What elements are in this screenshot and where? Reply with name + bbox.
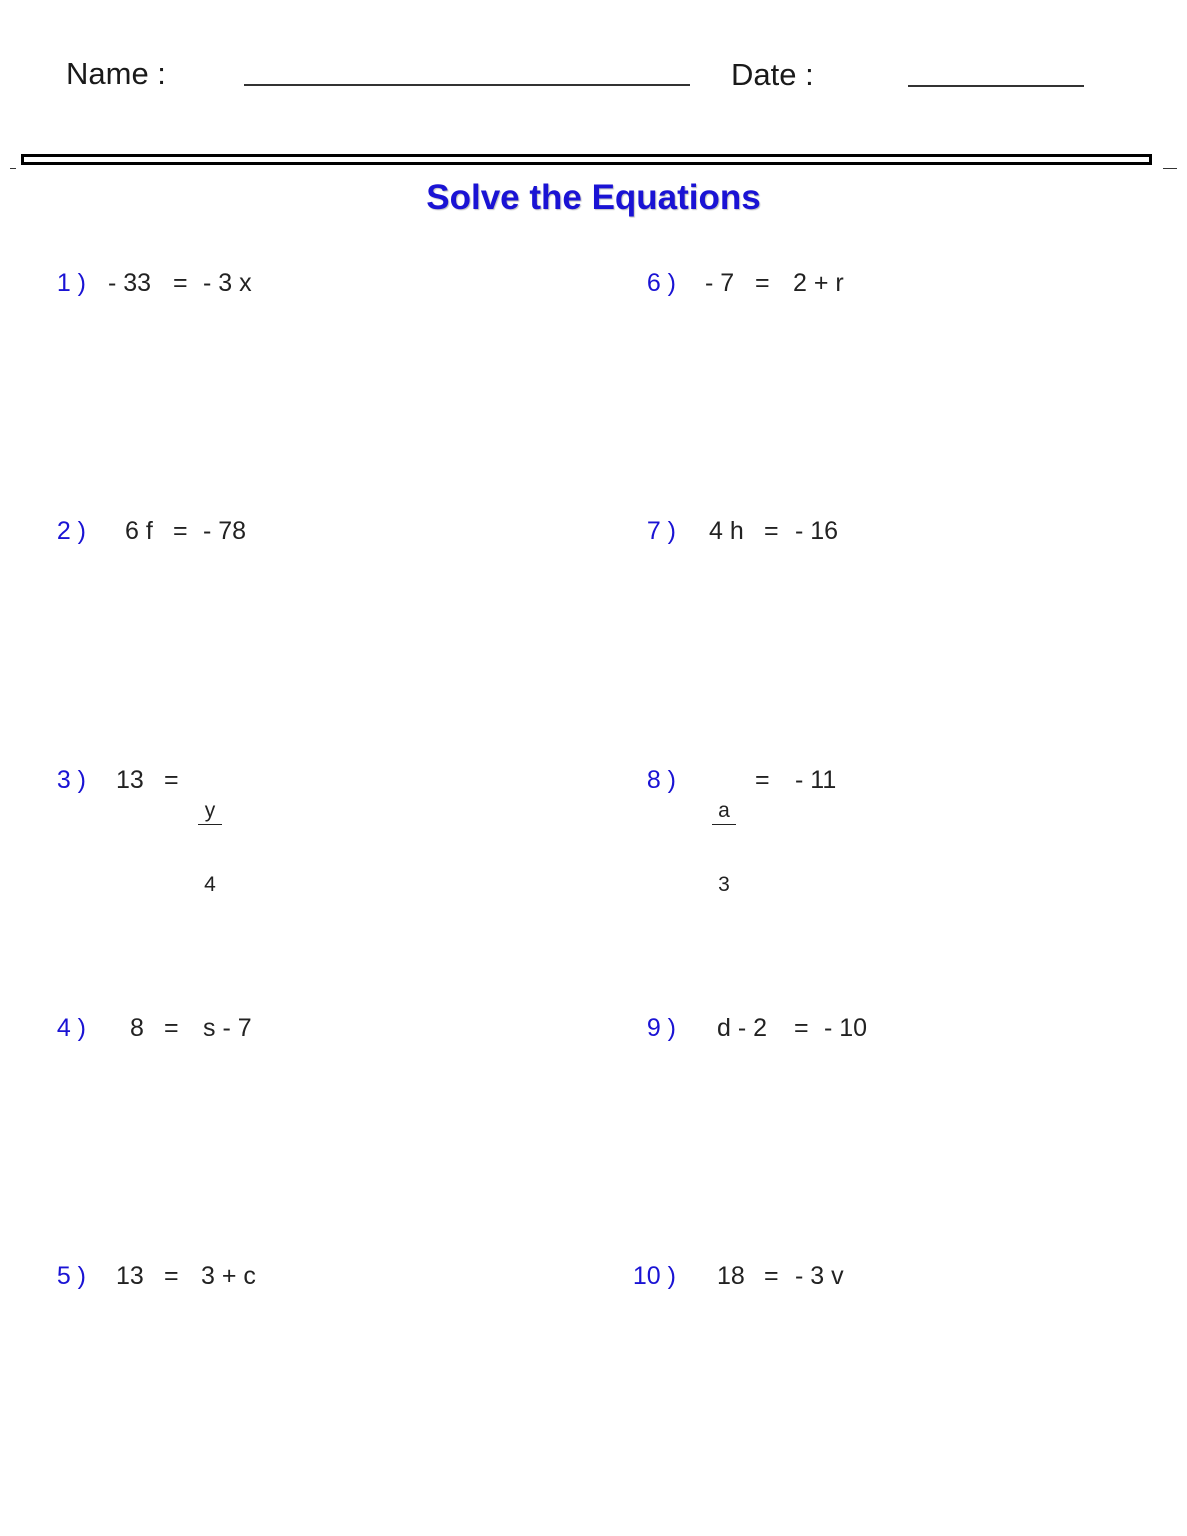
equation-rhs: - 10 (824, 1014, 868, 1042)
problem-6 (590, 268, 1180, 328)
problem-number: 3 ) (56, 766, 86, 794)
equals-sign: = (164, 1014, 179, 1042)
fraction-denominator: 3 (718, 873, 730, 896)
problem-7 (590, 516, 1180, 576)
fraction-denominator: 4 (204, 873, 216, 896)
equals-sign: = (173, 517, 188, 545)
equals-sign: = (164, 1262, 179, 1290)
equation-rhs: 3 + c (201, 1262, 256, 1290)
equals-sign: = (764, 517, 779, 545)
equation-rhs: 2 + r (793, 269, 844, 297)
equation-rhs: - 11 (795, 766, 837, 794)
problem-3 (0, 765, 590, 896)
equals-sign: = (755, 269, 770, 297)
equals-sign: = (173, 269, 188, 297)
equals-sign: = (764, 1262, 779, 1290)
problem-number: 9 ) (646, 1014, 676, 1042)
problem-10 (590, 1261, 1180, 1321)
problem-1 (0, 268, 590, 328)
name-blank-line[interactable] (244, 84, 690, 86)
equation-rhs: - 3 v (795, 1262, 844, 1290)
problem-5 (0, 1261, 590, 1321)
fraction-lhs (712, 751, 736, 945)
problem-9 (590, 1013, 1180, 1073)
equation-lhs: - 33 (108, 269, 152, 297)
tick-mark-right (1163, 168, 1177, 169)
problem-number: 1 ) (56, 269, 86, 297)
problem-number: 5 ) (56, 1262, 86, 1290)
equals-sign: = (164, 766, 179, 794)
problem-number: 7 ) (646, 517, 676, 545)
problem-number: 2 ) (56, 517, 86, 545)
worksheet-title: Solve the Equations (426, 178, 761, 217)
fraction-rhs (198, 751, 222, 945)
header-divider (21, 154, 1152, 165)
equals-sign: = (755, 766, 770, 794)
equation-lhs: 18 (717, 1262, 745, 1290)
equation-lhs: d - 2 (717, 1014, 768, 1042)
fraction-numerator: y (198, 799, 222, 825)
problem-2 (0, 516, 590, 576)
equation-lhs: - 7 (705, 269, 735, 297)
equation-lhs: 13 (116, 1262, 144, 1290)
equals-sign: = (794, 1014, 809, 1042)
date-blank-line[interactable] (908, 85, 1084, 87)
equation-rhs: - 3 x (203, 269, 252, 297)
equation-lhs: 13 (116, 766, 144, 794)
problem-number: 10 ) (632, 1262, 676, 1290)
equation-rhs: s - 7 (203, 1014, 252, 1042)
equation-lhs: 8 (130, 1014, 144, 1042)
fraction-numerator: a (712, 799, 736, 825)
problem-4 (0, 1013, 590, 1073)
equation-lhs: 4 h (709, 517, 744, 545)
equation-rhs: - 78 (203, 517, 247, 545)
equation-lhs: 6 f (125, 517, 153, 545)
date-label: Date : (731, 57, 814, 92)
equation-rhs: - 16 (795, 517, 839, 545)
problem-8 (590, 765, 1180, 896)
tick-mark-left (10, 168, 16, 169)
problem-number: 6 ) (646, 269, 676, 297)
problem-number: 4 ) (56, 1014, 86, 1042)
problem-number: 8 ) (646, 766, 676, 794)
name-label: Name : (66, 56, 166, 91)
